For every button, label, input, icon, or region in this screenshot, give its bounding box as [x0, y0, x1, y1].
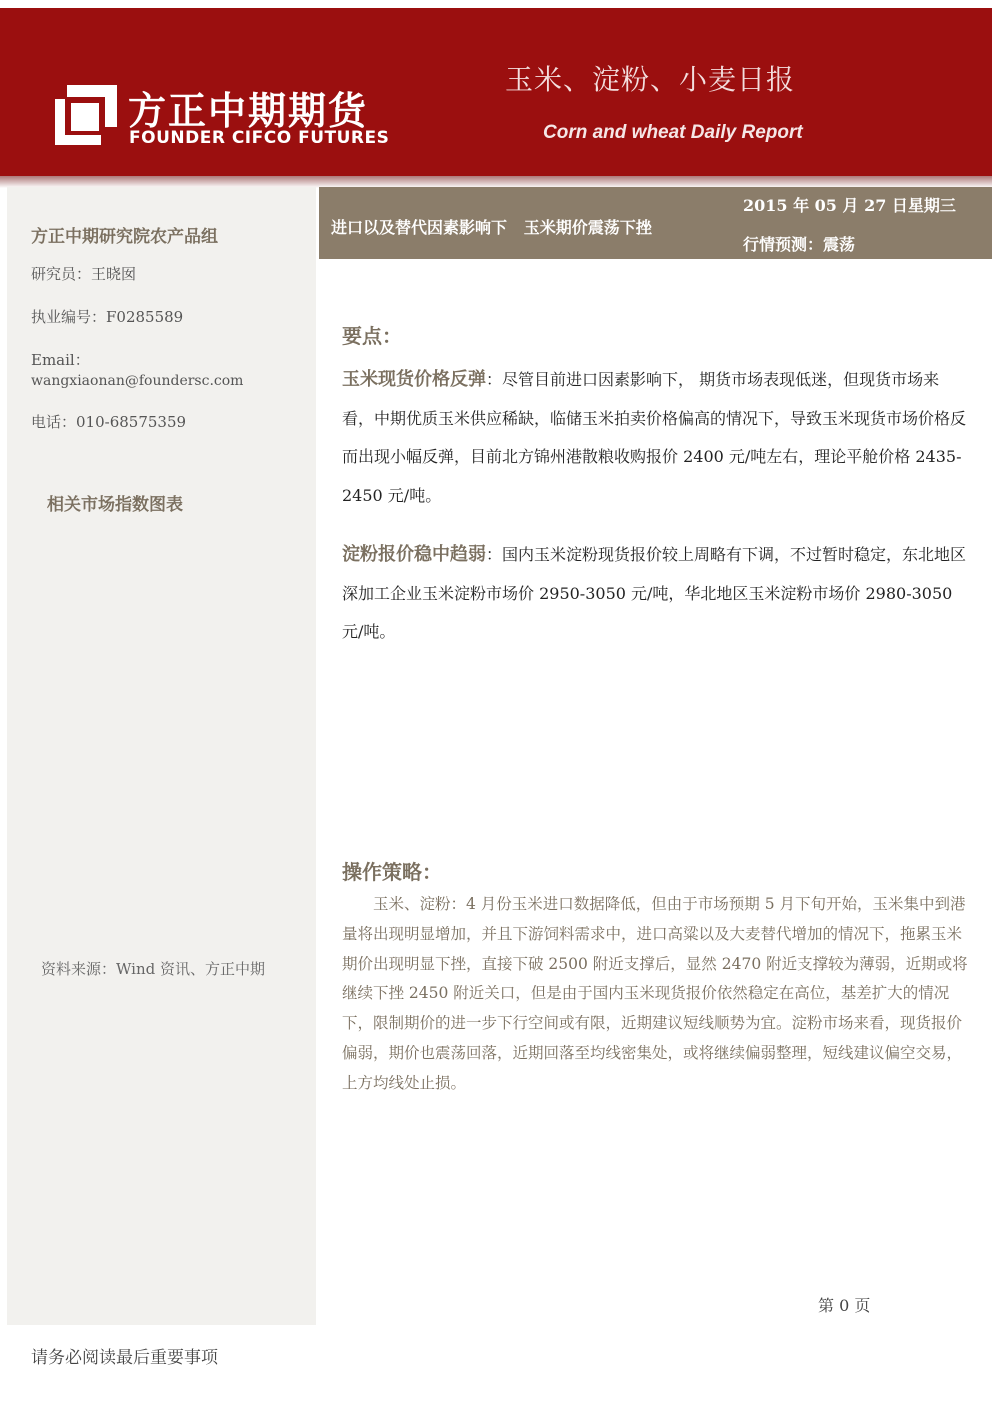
market-forecast: 行情预测：震荡 — [743, 235, 856, 254]
email-address[interactable]: wangxiaonan@foundersc.com — [31, 373, 244, 389]
point-corn-spot-lead: 玉米现货价格反弹 — [342, 369, 486, 390]
point-starch-price-body: ：国内玉米淀粉现货报价较上周略有下调，不过暂时稳定，东北地区深加工企业玉米淀粉市场价 2950-3050 元/吨，华北地区玉米淀粉市场价 2980-3050 元/吨。 — [342, 545, 967, 641]
key-points-title: 要点： — [342, 324, 402, 348]
license-number: 执业编号：F0285589 — [31, 308, 184, 326]
point-corn-spot-body: ：尽管目前进口因素影响下， 期货市场表现低迷，但现货市场来看，中期优质玉米供应稀缺，临储玉米拍卖价格偏高的情况下，导致玉米现货市场价格反而出现小幅反弹，目前北方锦州港散粮收购报价 2400 元/吨左右，理论平舱价格 2435-2450 元/吨。 — [342, 370, 967, 505]
point-starch-price — [342, 536, 970, 652]
email-label: Email： — [31, 351, 90, 369]
strategy-body: 玉米、淀粉：4 月份玉米进口数据降低，但由于市场预期 5 月下旬开始，玉米集中到港量将出现明显增加，并且下游饲料需求中，进口高粱以及大麦替代增加的情况下，拖累玉米期价出现明显下挫，直接下破 2500 附近支撑后，显然 2470 附近支撑较为薄弱，近期或将继续下挫 2450 附近关口，但是由于国内玉米现货报价依然稳定在高位，基差扩大的情况下，限制期价的进一步下行空间或有限，近期建议短线顺势为宜。淀粉市场来看，现货报价偏弱，期价也震荡回落，近期回落至均线密集处，或将继续偏弱整理，短线建议偏空交易，上方均线处止损。 — [342, 895, 968, 1092]
strategy-title: 操作策略： — [342, 860, 442, 884]
related-charts-heading: 相关市场指数图表 — [47, 495, 183, 515]
page-number: 第 0 页 — [818, 1296, 871, 1315]
report-title-cn: 玉米、淀粉、小麦日报 — [505, 63, 796, 96]
phone-number: 电话：010-68575359 — [31, 413, 187, 431]
founder-logo-icon — [55, 85, 117, 145]
report-title-en: Corn and wheat Daily Report — [543, 122, 803, 143]
brand-name-cn: 方正中期期货 — [128, 89, 369, 133]
point-starch-price-lead: 淀粉报价稳中趋弱 — [342, 544, 486, 565]
point-corn-spot — [342, 361, 970, 515]
report-date: 2015 年 05 月 27 日星期三 — [743, 196, 956, 215]
researcher-name: 研究员：王晓囡 — [31, 265, 137, 283]
brand-name-en: FOUNDER CIFCO FUTURES — [129, 128, 390, 148]
topic-bar — [319, 187, 992, 259]
research-group: 方正中期研究院农产品组 — [31, 227, 218, 247]
data-source: 资料来源：Wind 资讯、方正中期 — [41, 960, 265, 978]
disclaimer-note: 请务必阅读最后重要事项 — [31, 1348, 218, 1368]
headline: 进口以及替代因素影响下 玉米期价震荡下挫 — [331, 218, 652, 237]
